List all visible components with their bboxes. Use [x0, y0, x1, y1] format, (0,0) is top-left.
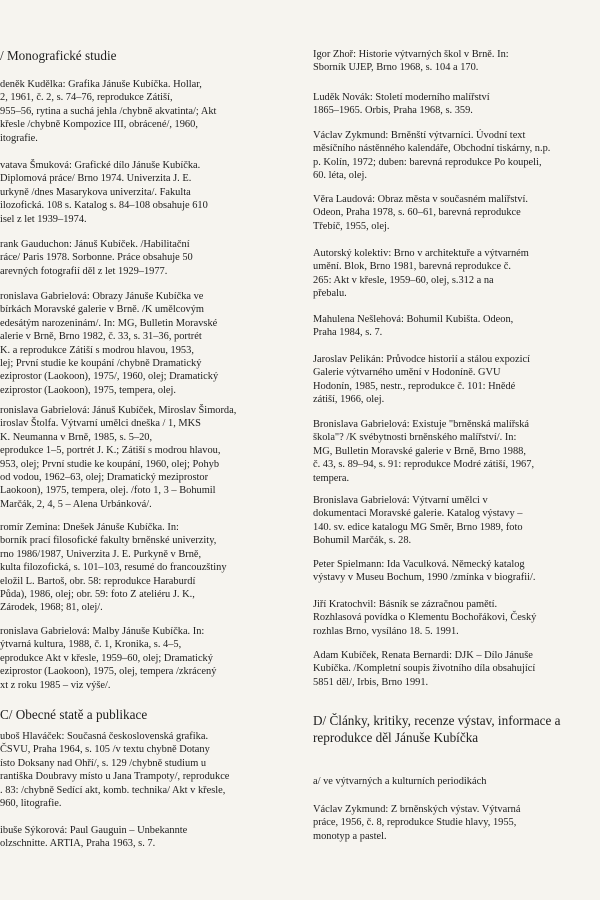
entry-line: Jaroslav Pelikán: Průvodce historií a stálou expozicí — [313, 354, 531, 365]
entry-line: Peter Spielmann: Ida Vaculková. Německý katalog — [313, 559, 525, 570]
entry-line: eprodukce 1–5, portrét J. K.; Zátiší s modrou hlavou, — [0, 445, 221, 457]
entry-line: 2, 1961, č. 2, s. 74–76, reprodukce Zátiší, — [0, 92, 173, 104]
entry-line: ibuše Sýkorová: Paul Gauguin – Unbekannte — [0, 825, 188, 836]
entry-line: eložil L. Bartoš, obr. 58: reprodukce Haraburdí — [0, 575, 196, 587]
entry-line: rank Gauduchon: Jánuš Kubíček. /Habilitační — [0, 239, 190, 250]
section-heading-d: D/ Články, kritiky, recenze výstav, informace a reprodukce děl Jánuše Kubíčka — [313, 713, 561, 745]
bibliography-entry — [0, 404, 288, 511]
entry-line: práce, 1956, č. 8, reprodukce Studie hlavy, 1955, — [313, 817, 517, 829]
entry-line: od vodou, 1962–63, olej; Dramatický meziprostor — [0, 472, 209, 484]
entry-line: eziprostor (Laokoon), 1975, olej, tempera /zkrácený — [0, 666, 217, 678]
entry-line: Václav Zykmund: Z brněnských výstav. Výtvarná — [313, 804, 521, 815]
entry-line: MG, Bulletin Moravské galerie v Brně, Brno 1988, — [313, 445, 526, 457]
bibliography-entry — [313, 91, 600, 118]
entry-line: monotyp a pastel. — [313, 830, 387, 842]
entry-line: Zárodek, 1968; 81, olej/. — [0, 602, 103, 614]
bibliography-entry — [313, 313, 600, 340]
entry-line: xt z roku 1985 – viz výše/. — [0, 679, 111, 691]
entry-line: urkyně /dnes Masarykova univerzita/. Fakulta — [0, 186, 191, 198]
entry-line: 955–56, rytina a suchá jehla /chybně akvatinta/; Akt — [0, 105, 217, 117]
entry-line: Kubíčka. /Kompletní soupis životního díla obsahující — [313, 663, 536, 675]
entry-line: Rozhlasová povídka o Klementu Bochořákovi, Český — [313, 612, 537, 624]
entry-line: 140. sv. edice katalogu MG Směr, Brno 1989, foto — [313, 521, 523, 533]
entry-line: ráce/ Paris 1978. Sorbonne. Práce obsahuje 50 — [0, 252, 193, 264]
bibliography-entry — [0, 290, 288, 397]
bibliography-entry — [313, 558, 600, 585]
entry-line: alerie v Brně, Brno 1982, č. 33, s. 31–36, portrét — [0, 331, 202, 343]
entry-line: Galerie výtvarného umění v Hodoníně. GVU — [313, 367, 501, 379]
entry-line: itografie. — [0, 132, 38, 144]
entry-line: K. a reprodukce Zátiší s modrou hlavou, 1953, — [0, 344, 194, 356]
entry-line: K. Neumanna v Brně, 1985, s. 5–20, — [0, 431, 153, 443]
entry-line: rno 1986/1987, Univerzita J. E. Purkyně v Brně, — [0, 548, 202, 560]
entry-line: ýtvarná kultura, 1988, č. 1, Kronika, s. 4–5, — [0, 639, 182, 651]
entry-line: ísto Doksany nad Ohří/, s. 129 /chybně studium u — [0, 757, 207, 769]
bibliography-entry — [0, 730, 288, 810]
entry-line: 960, litografie. — [0, 798, 62, 810]
entry-line: ronislava Gabrielová: Obrazy Jánuše Kubíčka ve — [0, 291, 204, 302]
entry-line: Praha 1984, s. 7. — [313, 327, 383, 339]
entry-line: zátiší, 1966, olej. — [313, 394, 385, 406]
entry-line: Autorský kolektiv: Brno v architektuře a výtvarném — [313, 248, 529, 259]
entry-line: Sborník UJEP, Brno 1968, s. 104 a 170. — [313, 62, 479, 74]
bibliography-entry — [313, 353, 600, 407]
entry-line: Půda), 1986, olej; obr. 59: foto Z ateliéru J. K., — [0, 589, 195, 601]
entry-line: Bronislava Gabrielová: Výtvarní umělci v — [313, 495, 488, 506]
entry-line: Václav Zykmund: Brněnští výtvarníci. Úvodní text — [313, 130, 526, 141]
bibliography-entry — [313, 48, 600, 75]
entry-line: rozhlas Brno, vysíláno 18. 5. 1991. — [313, 625, 459, 637]
bibliography-entry — [313, 598, 600, 638]
entry-line: deněk Kudělka: Grafika Jánuše Kubíčka. Hollar, — [0, 79, 202, 90]
bibliography-entry — [313, 247, 600, 301]
entry-line: romír Zemina: Dnešek Jánuše Kubíčka. In: — [0, 522, 179, 533]
entry-line: eziprostor (Laokoon), 1975, tempera, olej. — [0, 384, 177, 396]
entry-line: iroslav Štolfa. Výtvarní umělci dneška / 1, MKS — [0, 418, 201, 430]
entry-line: tempera. — [313, 472, 350, 484]
entry-line: Diplomová práce/ Brno 1974. Univerzita J. E. — [0, 173, 192, 185]
entry-line: vatava Šmuková: Grafické dílo Jánuše Kubíčka. — [0, 160, 201, 171]
entry-line: 5851 děl/, Irbis, Brno 1991. — [313, 676, 429, 688]
entry-line: eziprostor (Laokoon), 1975/, 1960, olej; Dramatický — [0, 371, 219, 383]
entry-line: edesátým narozeninám/. In: MG, Bulletin Moravské — [0, 317, 218, 329]
entry-line: Bohumil Marčák, s. 28. — [313, 535, 412, 547]
entry-line: kulta filozofická, s. 101–103, resumé do francouzštiny — [0, 562, 227, 574]
entry-line: Věra Laudová: Obraz města v současném malířství. — [313, 194, 528, 205]
entry-line: p. Kolín, 1972; duben: barevná reprodukce Po koupeli, — [313, 156, 542, 168]
bibliography-entry — [313, 649, 600, 689]
entry-line: umění. Blok, Brno 1981, barevná reprodukce č. — [313, 261, 511, 273]
entry-line: Bronislava Gabrielová: Existuje "brněnská malířská — [313, 419, 530, 430]
entry-line: Mahulena Nešlehová: Bohumil Kubišta. Odeon, — [313, 314, 514, 325]
entry-line: ronislava Gabrielová: Jánuš Kubíček, Miroslav Šimorda, — [0, 405, 237, 416]
entry-line: Marčák, 2, 4, 5 – Alena Urbánková/. — [0, 498, 152, 510]
bibliography-entry — [0, 238, 288, 278]
entry-line: Jiří Kratochvil: Básník se zázračnou pamětí. — [313, 599, 498, 610]
entry-line: arevných fotografií děl z let 1929–1977. — [0, 265, 168, 277]
bibliography-entry — [0, 625, 288, 692]
bibliography-entry — [313, 494, 600, 548]
entry-line: Třebíč, 1955, olej. — [313, 220, 390, 232]
bibliography-entry — [313, 129, 600, 183]
entry-line: ronislava Gabrielová: Malby Jánuše Kubíčka. In: — [0, 626, 205, 637]
bibliography-entry — [0, 824, 288, 851]
entry-line: dokumentaci Moravské galerie. Katalog výstavy – — [313, 508, 523, 520]
bibliography-entry — [313, 803, 600, 843]
section-heading-c: C/ Obecné statě a publikace — [0, 707, 148, 722]
entry-line: isel z let 1939–1974. — [0, 213, 87, 225]
entry-line: výstavy v Museu Bochum, 1990 /zmínka v biografii/. — [313, 572, 536, 584]
entry-line: Luděk Novák: Století moderního malířství — [313, 92, 490, 103]
bibliography-entry — [313, 418, 600, 485]
entry-line: olzschnitte. ARTIA, Praha 1963, s. 7. — [0, 838, 156, 850]
entry-line: bírkách Moravské galerie v Brně. /K umělcovým — [0, 304, 204, 316]
section-heading-b: / Monografické studie — [0, 48, 117, 63]
entry-line: lej; První studie ke koupání /chybně Dramatický — [0, 358, 202, 370]
bibliography-entry — [0, 521, 288, 615]
entry-line: 953, olej; První studie ke koupání, 1960, olej; Pohyb — [0, 458, 220, 470]
bibliography-entry — [0, 78, 288, 145]
entry-line: ČSVU, Praha 1964, s. 105 /v textu chybně Dotany — [0, 744, 210, 756]
entry-line: borník prací filosofické fakulty brněnské univerzity, — [0, 535, 217, 547]
entry-line: křesle /chybně Kompozice III, obrácené/, 1960, — [0, 119, 198, 131]
entry-line: 1865–1965. Orbis, Praha 1968, s. 359. — [313, 105, 473, 117]
entry-line: Hodonín, 1985, nestr., reprodukce č. 101: Hnědé — [313, 380, 516, 392]
entry-line: Laokoon), 1975, tempera, olej. /foto 1, 3 – Bohumil — [0, 485, 216, 497]
bibliography-entry — [313, 193, 600, 233]
entry-line: ilozofická. 108 s. Katalog s. 84–108 obsahuje 610 — [0, 200, 208, 212]
entry-line: Odeon, Praha 1978, s. 60–61, barevná reprodukce — [313, 207, 521, 219]
entry-line: 60. léta, olej. — [313, 170, 367, 182]
entry-line: . 83: /chybně Sedící akt, komb. technika/ Akt v křesle, — [0, 784, 226, 796]
entry-line: eprodukce Akt v křesle, 1959–60, olej; Dramatický — [0, 652, 213, 664]
entry-line: uboš Hlaváček: Současná československá grafika. — [0, 731, 209, 742]
entry-line: škola"? /K svébytnosti brněnského malířství/. In: — [313, 432, 517, 444]
bibliography-entry — [0, 159, 288, 226]
entry-line: přebalu. — [313, 288, 347, 300]
entry-line: Adam Kubíček, Renata Bernardi: DJK – Dílo Jánuše — [313, 650, 533, 661]
entry-line: č. 43, s. 89–94, s. 91: reprodukce Modré zátiší, 1967, — [313, 459, 535, 471]
entry-line: 265: Akt v křesle, 1959–60, olej, s.312 a na — [313, 274, 494, 286]
entry-line: měsíčního nástěnného kalendáře, Obchodní tiskárny, n.p. — [313, 143, 551, 155]
subsection-heading-a: a/ ve výtvarných a kulturních periodikách — [313, 776, 487, 787]
entry-line: Igor Zhoř: Historie výtvarných škol v Brně. In: — [313, 49, 509, 60]
entry-line: rantiška Doubravy místo u Jana Trampoty/, reprodukce — [0, 771, 230, 783]
